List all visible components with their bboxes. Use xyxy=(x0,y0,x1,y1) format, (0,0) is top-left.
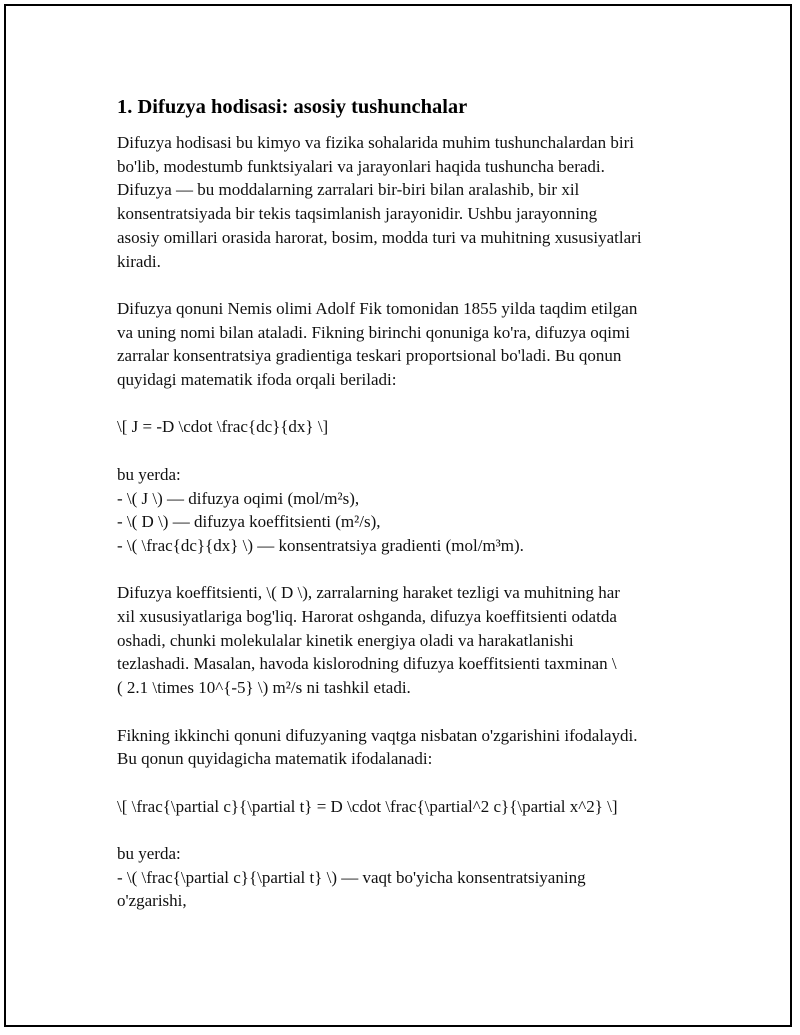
text-line: - \( J \) — difuzya oqimi (mol/m²s), xyxy=(117,488,360,508)
paragraph xyxy=(117,581,717,700)
paragraph xyxy=(117,724,717,771)
text-line: - \( D \) — difuzya koeffitsienti (m²/s), xyxy=(117,512,381,532)
text-line: quyidagi matematik ifoda orqali beriladi: xyxy=(117,370,397,390)
document-body xyxy=(117,131,717,913)
text-line: zarralar konsentratsiya gradientiga teskari proportsional bo'ladi. Bu qonun xyxy=(117,346,622,366)
text-line: asosiy omillari orasida harorat, bosim, modda turi va muhitning xususiyatlari xyxy=(117,227,642,247)
paragraph-gap xyxy=(117,818,717,842)
paragraph xyxy=(117,131,717,273)
text-line: ( 2.1 \times 10^{-5} \) m²/s ni tashkil etadi. xyxy=(117,678,411,698)
text-line: oshadi, chunki molekulalar kinetik energiya oladi va harakatlanishi xyxy=(117,630,574,650)
text-line: Difuzya hodisasi bu kimyo va fizika sohalarida muhim tushunchalardan biri xyxy=(117,133,634,152)
text-line: Bu qonun quyidagicha matematik ifodalanadi: xyxy=(117,749,433,769)
paragraph xyxy=(117,297,717,392)
text-line: o'zgarishi, xyxy=(117,891,187,911)
document-content xyxy=(117,93,717,913)
paragraph xyxy=(117,463,717,558)
text-line: bu yerda: xyxy=(117,843,181,863)
text-line: Difuzya koeffitsienti, \( D \), zarralarning haraket tezligi va muhitning har xyxy=(117,583,620,603)
text-line: Difuzya — bu moddalarning zarralari bir-biri bilan aralashib, bir xil xyxy=(117,180,580,200)
text-line: \[ \frac{\partial c}{\partial t} = D \cdot \frac{\partial^2 c}{\partial x^2} \] xyxy=(117,796,618,816)
text-line: konsentratsiyada bir tekis taqsimlanish jarayonidir. Ushbu jarayonning xyxy=(117,204,598,224)
paragraph-gap xyxy=(117,700,717,724)
paragraph xyxy=(117,415,717,439)
text-line: bo'lib, modestumb funktsiyalari va jarayonlari haqida tushuncha beradi. xyxy=(117,156,605,176)
section-heading: 1. Difuzya hodisasi: asosiy tushunchalar xyxy=(117,96,468,118)
paragraph-gap xyxy=(117,558,717,582)
paragraph-gap xyxy=(117,273,717,297)
text-line: - \( \frac{\partial c}{\partial t} \) — vaqt bo'yicha konsentratsiyaning xyxy=(117,867,586,887)
text-line: Fikning ikkinchi qonuni difuzyaning vaqtga nisbatan o'zgarishini ifodalaydi. xyxy=(117,725,638,745)
text-line: bu yerda: xyxy=(117,464,181,484)
text-line: tezlashadi. Masalan, havoda kislorodning difuzya koeffitsienti taxminan \ xyxy=(117,654,617,674)
paragraph-gap xyxy=(117,439,717,463)
paragraph xyxy=(117,795,717,819)
text-line: - \( \frac{dc}{dx} \) — konsentratsiya gradienti (mol/m³m). xyxy=(117,535,524,555)
paragraph-gap xyxy=(117,771,717,795)
text-line: xil xususiyatlariga bog'liq. Harorat oshganda, difuzya koeffitsienti odatda xyxy=(117,607,617,626)
text-line: kiradi. xyxy=(117,251,161,271)
text-line: va uning nomi bilan ataladi. Fikning birinchi qonuniga ko'ra, difuzya oqimi xyxy=(117,322,630,342)
paragraph xyxy=(117,842,717,913)
text-line: Difuzya qonuni Nemis olimi Adolf Fik tomonidan 1855 yilda taqdim etilgan xyxy=(117,298,638,318)
text-line: \[ J = -D \cdot \frac{dc}{dx} \] xyxy=(117,417,329,437)
paragraph-gap xyxy=(117,392,717,416)
